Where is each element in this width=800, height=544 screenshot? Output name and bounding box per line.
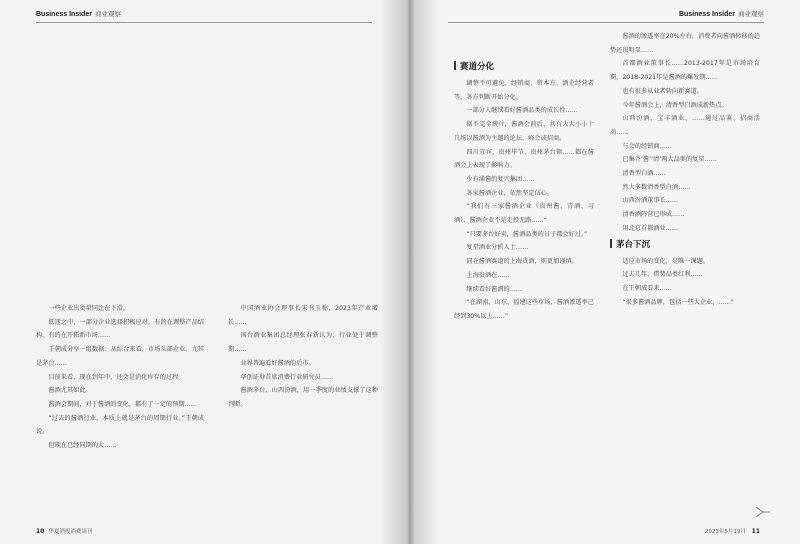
- header-rule: [36, 22, 372, 23]
- paragraph: 清香酒阵营已形成……: [622, 211, 685, 219]
- paragraph: 中国酒业协会理事长宋书玉称，2023年产业增长……: [228, 305, 378, 326]
- right-page-header: [679, 9, 764, 18]
- paragraph: 清香型白酒……: [622, 170, 666, 178]
- paragraph: 据不完全统计，酱酒会前后，共有大大小小十几场以酱酒为主题的论坛、峰会或招商。: [454, 121, 594, 142]
- paragraph: 国台酒业集团总经理张春新认为，行业处于调整期……: [228, 332, 378, 354]
- paragraph: 少有涌酱的复兴集团……: [466, 175, 535, 183]
- paragraph: 山西汾酒、宝丰酒业、……通过品鉴、招商活动……: [610, 115, 760, 136]
- paragraph: “在湖南、山东、福建这些市场，酱酒渗透率已经到30%以上……”: [454, 299, 594, 320]
- paragraph: 然大多数清香型白酒……: [622, 183, 691, 191]
- right-column-2: [610, 30, 760, 309]
- paragraph: 已集齐‘酱’‘清’两大品类的复星……: [622, 156, 717, 164]
- paragraph: 用北京首都酒业……: [622, 224, 679, 232]
- paragraph: 继续看好酱酒的……: [466, 285, 523, 293]
- paragraph: 也有很多从业者转向新赛道。: [622, 87, 703, 95]
- section-heading-text: 赛道分化: [460, 62, 495, 72]
- paragraph: 上海贵酒在……: [466, 271, 510, 279]
- paragraph: 一部分人继续看好酱酒品类的成长性……: [466, 107, 578, 115]
- header-section: 商业观察: [95, 10, 122, 18]
- paragraph: “只要茅台好卖，酱酒品类的日子都会好过。”: [466, 230, 588, 238]
- left-column-2: [228, 302, 378, 412]
- paragraph: 复星酒业分析人士……: [466, 244, 529, 252]
- paragraph: 低迷之中，一部分企业选择积极应对，有的在调整产品结构，有的在开拓新市场……: [36, 318, 204, 340]
- paragraph: 适应市场的变化，是唯一课题。: [622, 257, 710, 265]
- paragraph: 今年酱酒会上，清香型白酒成新热点。: [622, 101, 728, 109]
- paragraph: 但现在已经同期的大……: [48, 442, 117, 450]
- paragraph: 业界普遍看好酱酒的后市。: [240, 359, 315, 367]
- page-number: 11: [751, 528, 760, 535]
- paragraph: 与会的经销商……: [622, 142, 672, 150]
- paragraph: 酱酒尤其如此。: [48, 387, 92, 395]
- paragraph: 调整不可避免，经销商、资本方、酒企经营者等，各方判断开始分化。: [454, 80, 594, 101]
- right-footer: [705, 527, 764, 535]
- page-number: 10: [36, 528, 45, 535]
- paragraph: 一些企业出货量同比在下滑。: [48, 305, 129, 312]
- section-heading-text: 茅台下沉: [616, 239, 651, 250]
- paragraph: 各家酱酒企业，依然坚定信心。: [466, 189, 554, 197]
- paragraph: 同在酱酒赛道的上海贵酒，则更加谨慎。: [466, 258, 578, 266]
- heading-bar: [454, 61, 456, 70]
- continue-arrow-icon: [754, 505, 772, 519]
- header-section: 商业观察: [738, 10, 764, 18]
- paragraph: 四川宜宾、贵州毕节、贵州茅台镇……都在酱酒会上表现了影响力。: [454, 148, 594, 170]
- footer-date: 2023年5月19日: [704, 529, 746, 535]
- right-page: [408, 0, 800, 544]
- left-page-header: [36, 9, 121, 18]
- paragraph: 过去几年，借势品类红利……: [622, 271, 703, 279]
- paragraph: 首都酒业董事长……2013-2017年是市场培育期，2018-2021年是酱酒的爆发期……: [610, 60, 760, 82]
- left-column-1: [36, 302, 204, 453]
- paragraph: 酱酒茅台、山西汾酒，用一季度的业绩支撑了这种判断。: [228, 387, 378, 408]
- section-heading: [454, 61, 594, 73]
- paragraph: “很多酱酒品牌，包括一些大企业，……”: [622, 298, 734, 306]
- right-column-1: [454, 58, 594, 324]
- paragraph: “过去的酱酒行业，本质上就是茅台的周期行业。”王朝成说。: [36, 414, 204, 436]
- footer-text: 华夏酒报消费周刊: [48, 529, 93, 535]
- paragraph: 目前来看，现在到年中，还会是消化库存的过程。: [48, 373, 185, 381]
- section-heading: [610, 239, 760, 251]
- paragraph: “我们有三家酱酒企业（贵州酱、青酒、习酒），酱酒企业不是走投无路……”: [454, 203, 594, 225]
- paragraph: 在王朝成看来……: [622, 284, 672, 292]
- left-footer: [36, 527, 92, 535]
- paragraph: 华创证券首席消费行业研究员……: [240, 373, 334, 381]
- heading-bar: [610, 239, 612, 248]
- paragraph: 酱酒会期间，对于酱酒的变化，都有了一定的预期……: [48, 400, 197, 408]
- header-brand: Business Insider: [36, 11, 93, 18]
- paragraph: 王朝成分享一组数据：从综合来看，市场头部企业、尤其是茅台……: [36, 346, 204, 367]
- paragraph: 山西汾酒董事长……: [622, 197, 679, 205]
- header-brand: Business Insider: [678, 11, 735, 18]
- header-rule: [448, 22, 764, 23]
- paragraph: 酱酒的渗透率在20%左右，消费者向酱酒转移的趋势还很明显……: [610, 33, 760, 54]
